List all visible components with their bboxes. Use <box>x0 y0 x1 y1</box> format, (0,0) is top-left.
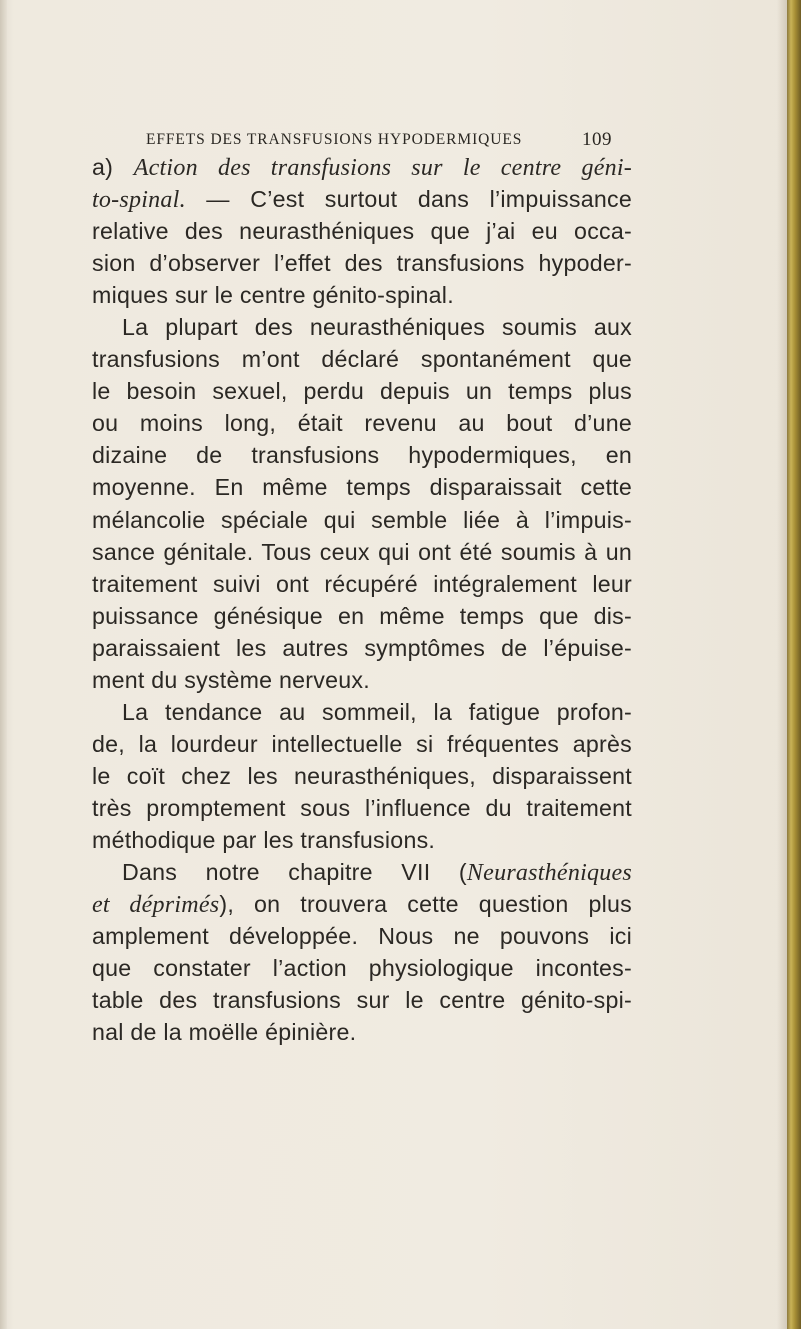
text-line: que constater l’action physiologique incontes- <box>92 955 632 982</box>
text-line: nal de la moëlle épinière. <box>92 1019 357 1046</box>
text-line: le coït chez les neurasthéniques, disparaissent <box>92 762 632 789</box>
text-line: paraissaient les autres symptômes de l’épuise- <box>92 634 632 661</box>
line-text: Dans notre chapitre VII ( <box>122 859 467 886</box>
chapter-title: Neurasthéniques <box>466 860 632 887</box>
text-line: sance génitale. Tous ceux qui ont été soumis à un <box>92 538 632 565</box>
text-line: amplement développée. Nous ne pouvons ici <box>92 923 632 950</box>
body-text <box>92 151 632 1048</box>
text-line: relative des neurasthéniques que j’ai eu occa- <box>92 218 632 245</box>
text-line <box>92 888 632 920</box>
text-line: miques sur le centre génito-spinal. <box>92 282 454 309</box>
text-line: La plupart des neurasthéniques soumis aux <box>122 314 632 341</box>
text-line: très promptement sous l’influence du traitement <box>92 794 632 821</box>
text-line: La tendance au sommeil, la fatigue profon- <box>122 698 632 725</box>
text-line: le besoin sexuel, perdu depuis un temps plus <box>92 378 632 405</box>
text-line <box>92 856 632 888</box>
running-header <box>146 131 626 149</box>
text-line: de, la lourdeur intellectuelle si fréquentes après <box>92 730 632 757</box>
section-marker: a) <box>92 154 134 180</box>
text-line <box>92 151 632 183</box>
line-text: ), on trouvera cette question plus <box>219 891 632 918</box>
text-line: ou moins long, était revenu au bout d’une <box>92 410 632 437</box>
text-line: puissance génésique en même temps que dis- <box>92 602 632 629</box>
text-line: sion d’observer l’effet des transfusions hypoder- <box>92 250 632 277</box>
text-line: dizaine de transfusions hypodermiques, en <box>92 442 632 469</box>
text-line: transfusions m’ont déclaré spontanément que <box>92 346 632 373</box>
text-line: table des transfusions sur le centre génito-spi- <box>92 987 632 1014</box>
section-title: Action des transfusions sur le centre géni- <box>133 155 633 181</box>
section-title-end: to-spinal. <box>92 187 186 214</box>
text-line: traitement suivi ont récupéré intégralement leur <box>92 570 632 597</box>
page-number: 109 <box>582 129 612 150</box>
book-spine-edge <box>787 0 801 1329</box>
gutter-shadow <box>777 0 787 1329</box>
text-line: ment du système nerveux. <box>92 666 370 693</box>
text-line: mélancolie spéciale qui semble liée à l’impuis- <box>92 506 632 533</box>
running-header-title: EFFETS DES TRANSFUSIONS HYPODERMIQUES <box>146 131 523 148</box>
line-text: — C’est surtout dans l’impuissance <box>185 186 632 213</box>
text-line: méthodique par les transfusions. <box>92 826 436 853</box>
text-line: moyenne. En même temps disparaissait cette <box>92 474 632 501</box>
text-line <box>92 183 632 215</box>
chapter-title-end: et déprimés <box>92 892 220 919</box>
page-left-edge <box>0 0 7 1329</box>
